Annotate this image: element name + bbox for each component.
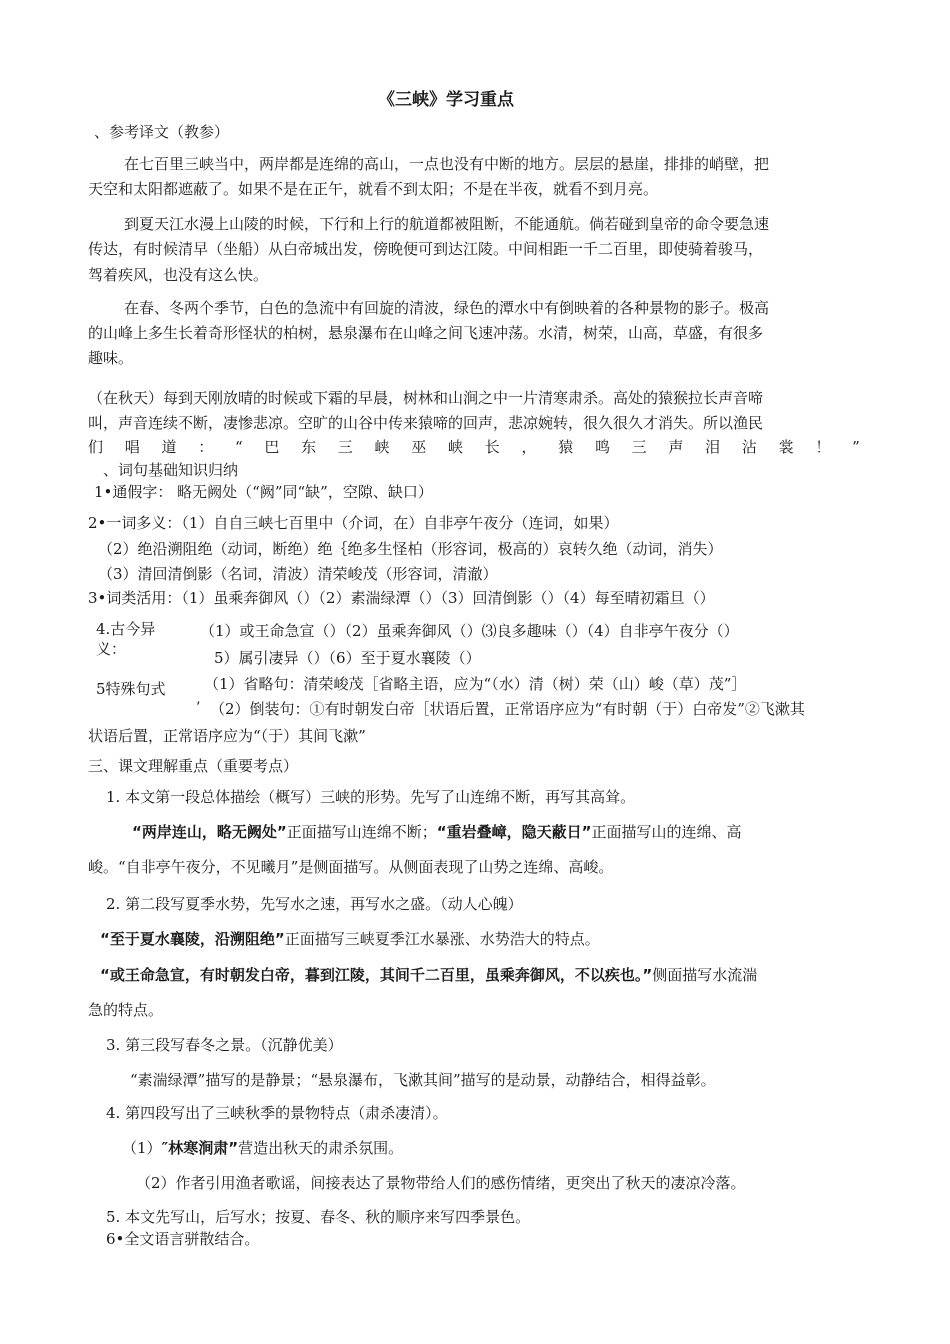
spread-char: 裳 <box>778 438 794 456</box>
spread-char: 沾 <box>741 438 757 456</box>
spread-char: 长 <box>484 438 500 456</box>
translation-p2-line3: 驾着疾风，也没有这么快。 <box>88 266 269 284</box>
comment-text: （1） <box>122 1139 162 1157</box>
translation-p4-line2: 叫，声音连续不断，凄惨悲凉。空旷的山谷中传来猿啼的回声，悲凉婉转，很久很久才消失。所以渔民 <box>88 414 764 432</box>
spread-char: ， <box>521 438 537 456</box>
comment-text: 正面描写三峡夏季江水暴涨、水势浩大的特点。 <box>284 930 600 948</box>
point-2d: 急的特点。 <box>88 1001 164 1019</box>
item-5b: （2）倒装句：①有时朝发白帝［状语后置，正常语序应为“有时朝（于）白帝发”②飞漱其 <box>210 700 805 718</box>
spread-char: 们 <box>88 438 104 456</box>
point-2c <box>100 966 757 984</box>
translation-p2-line1: 到夏天江水漫上山陵的时候，下行和上行的航道都被阻断，不能通航。倘若碰到皇帝的命令要急速 <box>124 215 770 233</box>
quote-bold: “两岸连山，略无阙处” <box>132 823 287 841</box>
spread-char: 三 <box>631 438 647 456</box>
translation-p1-line1: 在七百里三峡当中，两岸都是连绵的高山，一点也没有中断的地方。层层的悬崖，排排的峭壁，把 <box>124 155 770 173</box>
comment-text: 营造出秋天的肃杀氛围。 <box>238 1139 404 1157</box>
stray-mark: ’ <box>196 700 201 716</box>
point-5: 5. 本文先写山，后写水；按夏、春冬、秋的顺序来写四季景色。 <box>106 1208 531 1226</box>
item-2c: （3）清回清倒影（名词，清波）清荣峻茂（形容词，清澈） <box>98 565 498 583</box>
item-2: 2•一词多义：（1）自自三峡七百里中（介词，在）自非亭午夜分（连词，如果） <box>88 514 619 532</box>
spread-char: 巴 <box>264 438 280 456</box>
spread-char: ！ <box>815 438 831 456</box>
point-3b: “素湍绿潭”描写的是静景；“悬泉瀑布，飞漱其间”描写的是动景，动静结合，相得益彰。 <box>130 1071 716 1089</box>
point-1: 1. 本文第一段总体描绘（概写）三峡的形势。先写了山连绵不断，再写其高耸。 <box>106 788 636 806</box>
item-3: 3•词类活用：（1）虽乘奔御风（）（2）素湍绿潭（）（3）回清倒影（）（4）每至晴初霜旦（） <box>88 589 715 607</box>
spread-char: 唱 <box>124 438 140 456</box>
item-4a: （1）或王命急宣（）（2）虽乘奔御风（）⑶良多趣味（）（4）自非亭午夜分（） <box>200 622 739 640</box>
translation-p3-line2: 的山峰上多生长着奇形怪状的柏树，悬泉瀑布在山峰之间飞速冲荡。水清，树荣，山高，草盛，有很多 <box>88 324 764 342</box>
section3-heading: 三、课文理解重点（重要考点） <box>88 757 299 775</box>
item-2b: （2）绝沿溯阻绝（动词，断绝）绝｛绝多生怪柏（形容词，极高的）哀转久绝（动词，消失） <box>98 540 723 558</box>
point-6: 6•全文语言骈散结合。 <box>106 1230 260 1248</box>
quote-bold: “或王命急宣，有时朝发白帝，暮到江陵，其间千二百里，虽乘奔御风，不以疾也。” <box>100 966 653 984</box>
item-5-label: 5特殊句式 <box>96 680 166 698</box>
spread-char: “ <box>234 438 243 456</box>
item-5c: 状语后置，正常语序应为“（于）其间飞漱” <box>88 727 366 745</box>
point-4: 4. 第四段写出了三峡秋季的景物特点（肃杀凄清）。 <box>106 1104 448 1122</box>
spread-char: 泪 <box>705 438 721 456</box>
item-5a: （1）省略句：清荣峻茂［省略主语，应为“（水）清（树）荣（山）峻（草）茂”］ <box>204 675 747 693</box>
section1-heading: 、参考译文（教参） <box>94 123 230 141</box>
spread-char: 峡 <box>374 438 390 456</box>
quote-bold: “至于夏水襄陵，沿溯阻绝” <box>100 930 285 948</box>
comment-text: 侧面描写水流湍 <box>652 966 758 984</box>
item-4-label-2: 义： <box>96 640 127 658</box>
spread-char: 声 <box>668 438 684 456</box>
spread-char: 巫 <box>411 438 427 456</box>
item-1: 1•通假字： 略无阙处（“阙”同“缺”，空隙、缺口） <box>94 483 433 501</box>
quote-bold: ″林寒涧肃” <box>161 1139 239 1157</box>
translation-p3-line3: 趣味。 <box>88 349 134 367</box>
point-3: 3. 第三段写春冬之景。（沉静优美） <box>106 1036 343 1054</box>
item-4b: 5）属引凄异（）（6）至于夏水襄陵（） <box>214 649 481 667</box>
section2-heading: 、词句基础知识归纳 <box>103 461 239 479</box>
translation-p4-line1: （在秋天）每到天刚放晴的时候或下霜的早晨，树林和山涧之中一片清寒肃杀。高处的猿猴拉长声音啼 <box>88 389 764 407</box>
item-4-label-1: 4.古今异 <box>96 620 156 638</box>
spread-char: 鸣 <box>594 438 610 456</box>
spread-char: 三 <box>337 438 353 456</box>
point-2b <box>100 930 600 948</box>
quote-bold: “重岩叠嶂，隐天蔽日” <box>436 823 592 841</box>
spread-char: 猿 <box>558 438 574 456</box>
translation-p1-line2: 天空和太阳都遮蔽了。如果不是在正午，就看不到太阳；不是在半夜，就看不到月亮。 <box>88 180 659 198</box>
spread-char: 道 <box>161 438 177 456</box>
translation-p3-line1: 在春、冬两个季节，白色的急流中有回旋的清波，绿色的潭水中有倒映着的各种景物的影子。极高 <box>124 299 770 317</box>
spread-char: 峡 <box>448 438 464 456</box>
translation-p2-line2: 传达，有时候清早（坐船）从白帝城出发，傍晚便可到达江陵。中间相距一千二百里，即使骑着骏马， <box>88 240 764 258</box>
comment-text: 正面描写山的连绵、高 <box>591 823 742 841</box>
translation-p4-line3 <box>88 438 860 456</box>
point-1c: 峻。“自非亭午夜分，不见曦月”是侧面描写。从侧面表现了山势之连绵、高峻。 <box>88 858 614 876</box>
spread-char: ： <box>198 438 214 456</box>
point-1b <box>132 823 741 841</box>
point-4b <box>122 1139 403 1157</box>
spread-char: 东 <box>301 438 317 456</box>
point-2: 2. 第二段写夏季水势，先写水之速，再写水之盛。（动人心魄） <box>106 895 523 913</box>
spread-char: ” <box>852 438 860 456</box>
point-4c: （2）作者引用渔者歌谣，间接表达了景物带给人们的感伤情绪，更突出了秋天的凄凉冷落。 <box>136 1174 746 1192</box>
comment-text: 正面描写山连绵不断； <box>286 823 437 841</box>
page-title: 《三峡》学习重点 <box>378 90 514 110</box>
